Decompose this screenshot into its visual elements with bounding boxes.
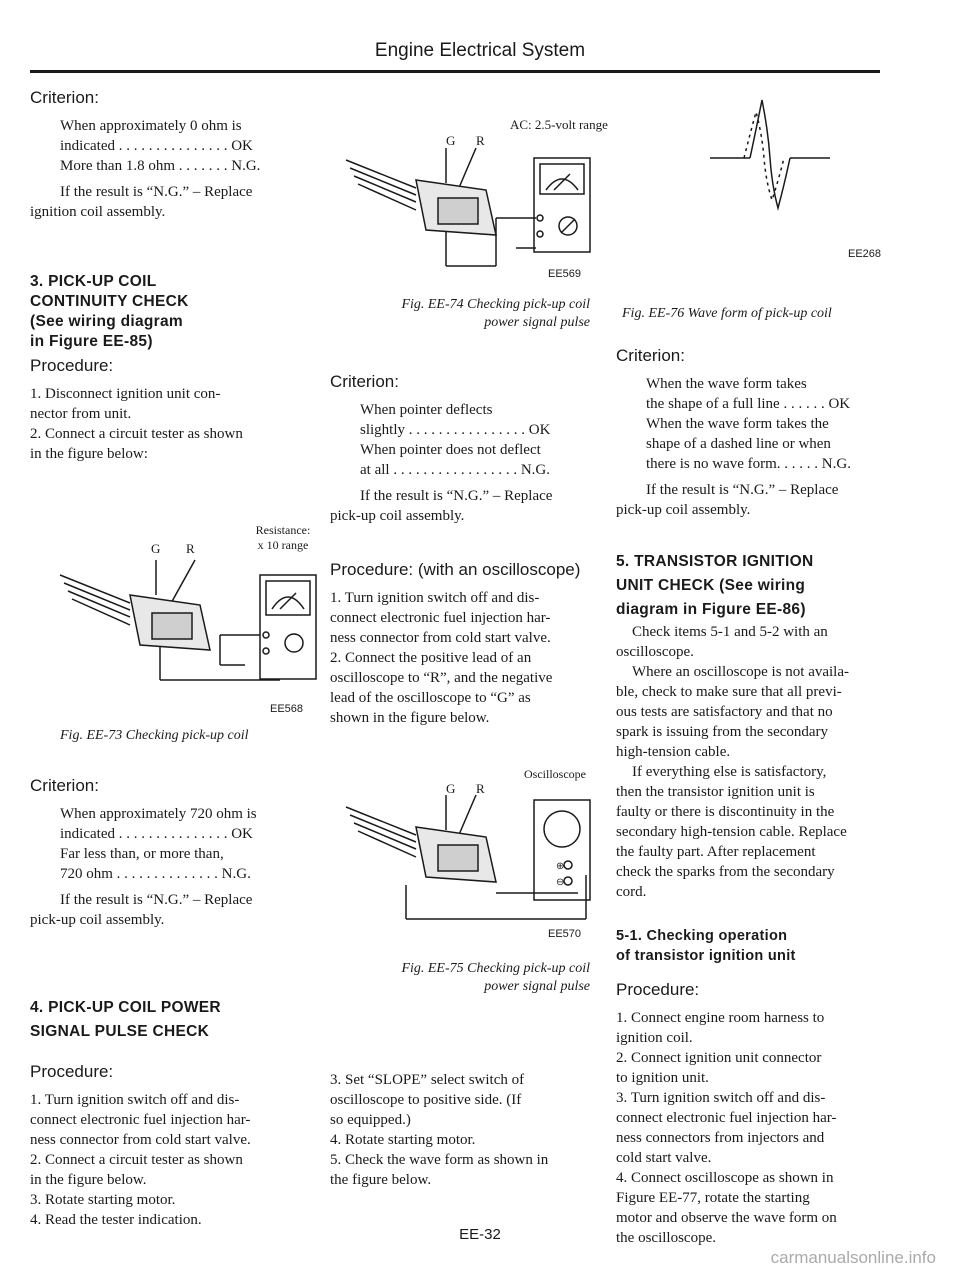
section-5-body xyxy=(616,622,884,902)
criterion-line: 720 ohm . . . . . . . . . . . . . . N.G. xyxy=(60,866,251,882)
procedure-heading: Procedure: xyxy=(30,356,114,375)
body-line: If everything else is satisfactory, xyxy=(632,764,827,780)
replace-note: If the result is “N.G.” – Replace xyxy=(60,184,253,200)
body-line: Where an oscilloscope is not availa- xyxy=(632,664,850,680)
negative-terminal-glyph: ⊖ xyxy=(556,877,565,888)
r-terminal-label: R xyxy=(186,541,195,556)
step-line: shown in the figure below. xyxy=(330,710,490,726)
section-title-line: 3. PICK-UP COIL xyxy=(30,273,157,290)
tester-diagram-ee73 xyxy=(60,555,320,695)
body-line: then the transistor ignition unit is xyxy=(616,784,815,800)
body-line: spark is issuing from the secondary xyxy=(616,724,829,740)
criterion-block-4 xyxy=(616,346,884,520)
step-line: motor and observe the wave form on xyxy=(616,1210,837,1226)
replace-note: If the result is “N.G.” – Replace xyxy=(360,488,553,504)
g-terminal-label: G xyxy=(446,781,456,796)
step-line: cold start valve. xyxy=(616,1150,712,1166)
section-4-procedure xyxy=(30,1062,312,1230)
step-line: ness connector from cold start valve. xyxy=(30,1132,251,1148)
criterion-block-2 xyxy=(30,776,312,930)
criterion-line: When pointer deflects xyxy=(360,402,493,418)
replace-note: ignition coil assembly. xyxy=(30,204,166,220)
section-5-1-title xyxy=(616,926,884,966)
r-terminal-label: R xyxy=(476,133,485,148)
resistance-label-line: Resistance: xyxy=(255,523,311,537)
page-number: EE-32 xyxy=(459,1226,501,1243)
ac-range-label: AC: 2.5-volt range xyxy=(510,117,608,132)
body-line: oscilloscope. xyxy=(616,644,694,660)
step-line: oscilloscope to “R”, and the negative xyxy=(330,670,553,686)
criterion-line: indicated . . . . . . . . . . . . . . . OK xyxy=(60,826,253,842)
step-line: 5. Check the wave form as shown in xyxy=(330,1152,549,1168)
step-line: 1. Turn ignition switch off and dis- xyxy=(330,590,540,606)
figure-caption: Fig. EE-76 Wave form of pick-up coil xyxy=(622,306,832,321)
step-line: 3. Set “SLOPE” select switch of xyxy=(330,1072,525,1088)
section-5-title xyxy=(616,550,884,622)
step-line: 4. Read the tester indication. xyxy=(30,1212,202,1228)
section-title-line: 5. TRANSISTOR IGNITION xyxy=(616,553,814,570)
step-line: in the figure below. xyxy=(30,1172,147,1188)
step-line: oscilloscope to positive side. (If xyxy=(330,1092,522,1108)
step-line: ness connectors from injectors and xyxy=(616,1130,825,1146)
section-title-line: (See wiring diagram xyxy=(30,313,183,330)
criterion-line: at all . . . . . . . . . . . . . . . . . N.G. xyxy=(360,462,550,478)
step-line: 1. Connect engine room harness to xyxy=(616,1010,825,1026)
criterion-block-3 xyxy=(330,372,598,526)
header-rule xyxy=(30,70,880,73)
body-line: secondary high-tension cable. Replace xyxy=(616,824,847,840)
section-4-title xyxy=(30,996,312,1044)
figure-caption xyxy=(330,296,590,332)
section-title-line: 4. PICK-UP COIL POWER xyxy=(30,999,221,1016)
figure-caption: Fig. EE-73 Checking pick-up coil xyxy=(60,728,249,743)
criterion-line: Far less than, or more than, xyxy=(60,846,224,862)
criterion-heading: Criterion: xyxy=(616,346,685,365)
figure-code: EE570 xyxy=(548,928,582,940)
replace-note: pick-up coil assembly. xyxy=(30,912,165,928)
criterion-line: When the wave form takes xyxy=(646,376,807,392)
step-line: ness connector from cold start valve. xyxy=(330,630,551,646)
step-line: so equipped.) xyxy=(330,1112,411,1128)
section-title-line: in Figure EE-85) xyxy=(30,333,153,350)
oscilloscope-diagram-ee75 xyxy=(346,795,596,935)
criterion-line: When pointer does not deflect xyxy=(360,442,541,458)
section-5-1-procedure xyxy=(616,980,884,1248)
section-title-line: 5-1. Checking operation xyxy=(616,928,788,944)
step-line: connect electronic fuel injection har- xyxy=(330,610,551,626)
step-line: 2. Connect ignition unit connector xyxy=(616,1050,822,1066)
body-line: faulty or there is discontinuity in the xyxy=(616,804,835,820)
step-line: nector from unit. xyxy=(30,406,132,422)
pickup-waveform-diagram xyxy=(700,100,840,210)
step-line: 1. Turn ignition switch off and dis- xyxy=(30,1092,240,1108)
section-3-procedure xyxy=(30,356,312,464)
criterion-block-1 xyxy=(30,88,312,222)
r-terminal-label: R xyxy=(476,781,485,796)
oscilloscope-steps-continued xyxy=(330,1070,598,1190)
criterion-line: the shape of a full line . . . . . . OK xyxy=(646,396,851,412)
procedure-heading: Procedure: xyxy=(616,980,700,999)
oscilloscope-label: Oscilloscope xyxy=(524,767,586,781)
body-line: the faulty part. After replacement xyxy=(616,844,816,860)
figure-code: EE568 xyxy=(270,703,304,715)
figure-caption xyxy=(330,960,590,996)
section-title-line: UNIT CHECK (See wiring xyxy=(616,577,806,594)
section-title-line: diagram in Figure EE-86) xyxy=(616,601,806,618)
caption-line: power signal pulse xyxy=(484,315,590,330)
step-line: connect electronic fuel injection har- xyxy=(616,1110,837,1126)
procedure-heading: Procedure: (with an oscilloscope) xyxy=(330,560,581,579)
step-line: 3. Turn ignition switch off and dis- xyxy=(616,1090,826,1106)
section-title-line: SIGNAL PULSE CHECK xyxy=(30,1023,210,1040)
caption-line: Fig. EE-74 Checking pick-up coil xyxy=(401,297,590,312)
g-terminal-label: G xyxy=(446,133,456,148)
oscilloscope-procedure xyxy=(330,560,598,728)
criterion-heading: Criterion: xyxy=(30,776,99,795)
positive-terminal-glyph: ⊕ xyxy=(556,861,565,872)
body-line: ble, check to make sure that all previ- xyxy=(616,684,842,700)
replace-note: pick-up coil assembly. xyxy=(330,508,465,524)
watermark: carmanualsonline.info xyxy=(770,1248,936,1267)
step-line: connect electronic fuel injection har- xyxy=(30,1112,251,1128)
g-terminal-label: G xyxy=(151,541,161,556)
procedure-heading: Procedure: xyxy=(30,1062,114,1081)
step-line: lead of the oscilloscope to “G” as xyxy=(330,690,531,706)
criterion-heading: Criterion: xyxy=(30,88,99,107)
step-line: ignition coil. xyxy=(616,1030,693,1046)
resistance-label xyxy=(248,523,318,553)
criterion-line: indicated . . . . . . . . . . . . . . . OK xyxy=(60,138,253,154)
page-header: Engine Electrical System xyxy=(374,40,586,61)
figure-code: EE569 xyxy=(548,268,582,280)
body-line: high-tension cable. xyxy=(616,744,731,760)
replace-note: pick-up coil assembly. xyxy=(616,502,751,518)
step-line: 3. Rotate starting motor. xyxy=(30,1192,176,1208)
step-line: 2. Connect the positive lead of an xyxy=(330,650,532,666)
section-3-title xyxy=(30,272,312,352)
replace-note: If the result is “N.G.” – Replace xyxy=(60,892,253,908)
replace-note: If the result is “N.G.” – Replace xyxy=(646,482,839,498)
body-line: cord. xyxy=(616,884,647,900)
step-line: 1. Disconnect ignition unit con- xyxy=(30,386,221,402)
criterion-line: More than 1.8 ohm . . . . . . . N.G. xyxy=(60,158,261,174)
criterion-line: shape of a dashed line or when xyxy=(646,436,831,452)
criterion-line: When approximately 720 ohm is xyxy=(60,806,257,822)
caption-line: power signal pulse xyxy=(484,979,590,994)
tester-diagram-ee74 xyxy=(346,148,596,273)
body-line: Check items 5-1 and 5-2 with an xyxy=(632,624,828,640)
section-title-line: of transistor ignition unit xyxy=(616,948,796,964)
step-line: the oscilloscope. xyxy=(616,1230,716,1246)
body-line: ous tests are satisfactory and that no xyxy=(616,704,833,720)
step-line: Figure EE-77, rotate the starting xyxy=(616,1190,810,1206)
step-line: to ignition unit. xyxy=(616,1070,709,1086)
section-title-line: CONTINUITY CHECK xyxy=(30,293,189,310)
criterion-line: there is no wave form. . . . . . N.G. xyxy=(646,456,851,472)
figure-code: EE268 xyxy=(848,248,882,260)
criterion-line: When approximately 0 ohm is xyxy=(60,118,242,134)
step-line: 2. Connect a circuit tester as shown xyxy=(30,426,243,442)
step-line: in the figure below: xyxy=(30,446,148,462)
criterion-heading: Criterion: xyxy=(330,372,399,391)
step-line: the figure below. xyxy=(330,1172,432,1188)
body-line: check the sparks from the secondary xyxy=(616,864,835,880)
step-line: 2. Connect a circuit tester as shown xyxy=(30,1152,243,1168)
criterion-line: When the wave form takes the xyxy=(646,416,829,432)
caption-line: Fig. EE-75 Checking pick-up coil xyxy=(401,961,590,976)
step-line: 4. Connect oscilloscope as shown in xyxy=(616,1170,834,1186)
criterion-line: slightly . . . . . . . . . . . . . . . . OK xyxy=(360,422,551,438)
step-line: 4. Rotate starting motor. xyxy=(330,1132,476,1148)
resistance-label-line: x 10 range xyxy=(257,538,309,552)
